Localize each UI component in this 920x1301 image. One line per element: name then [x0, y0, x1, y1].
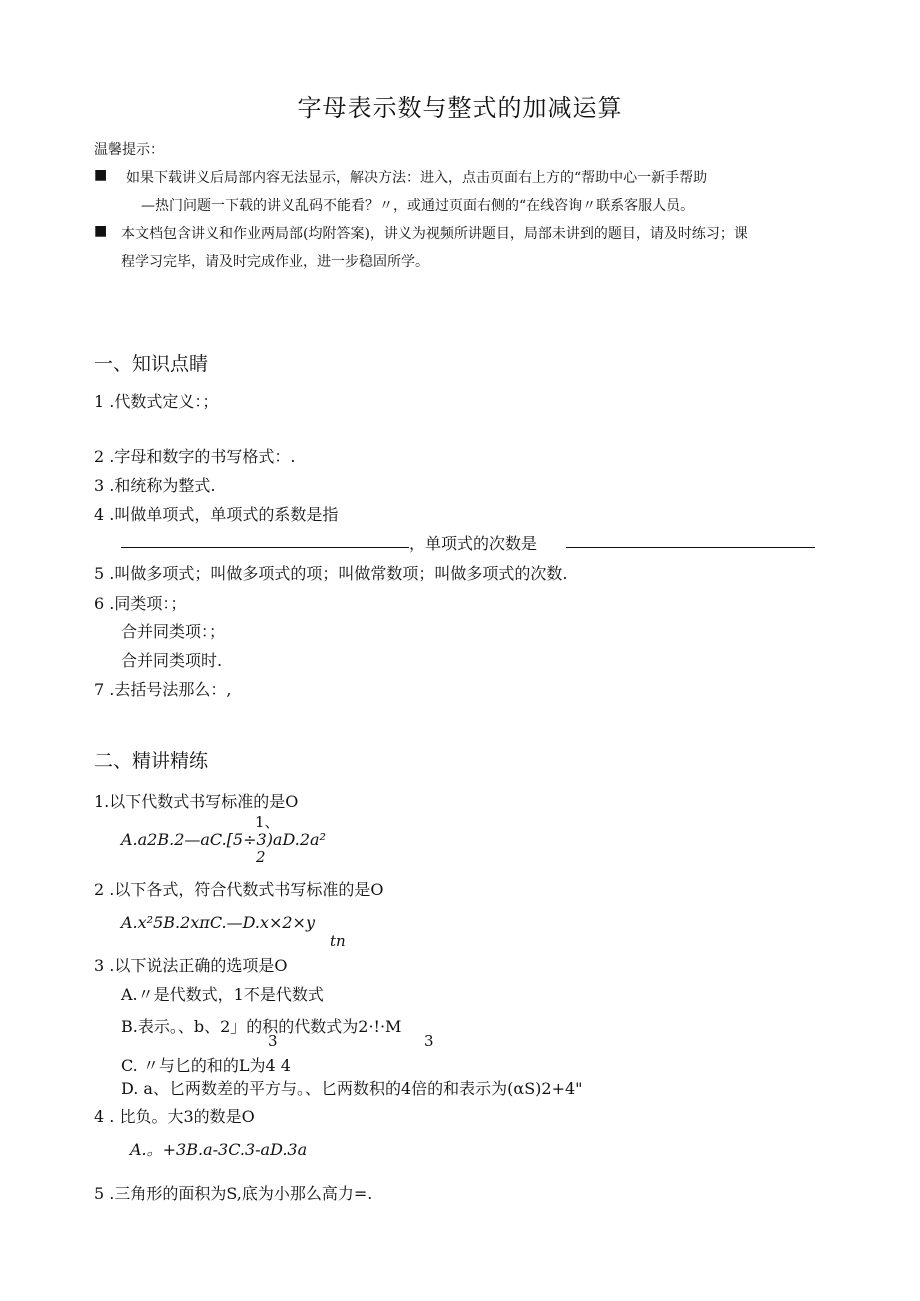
question-1-stem: 1.以下代数式书写标准的是O — [94, 792, 299, 811]
knowledge-item-5: 5 .叫做多项式；叫做多项式的项；叫做常数项；叫做多项式的次数. — [94, 564, 568, 583]
section-1-heading: 一、知识点睛 — [94, 353, 209, 375]
question-3-stem: 3 .以下说法正确的选项是O — [94, 956, 288, 975]
knowledge-item-4: 4 .叫做单项式，单项式的系数是指 — [94, 505, 339, 524]
bullet-icon: ■ — [94, 167, 108, 183]
knowledge-item-2: 2 .字母和数字的书写格式：. — [94, 447, 296, 466]
question-4-stem: 4 . 比负。大3的数是O — [94, 1107, 255, 1126]
question-1-options: A.a2B.2—aC.[5÷3)aD.2a² — [121, 830, 326, 849]
question-3-option-b-subscript: 3 — [268, 1032, 278, 1050]
tip-1-line-1: 如果下载讲义后局部内容无法显示，解决方法：进入，点击页面右上方的“帮助中心一新手帮助 — [126, 170, 708, 186]
knowledge-item-3: 3 .和统称为整式. — [94, 476, 216, 495]
question-3-option-d: D. a、匕两数差的平方与。、匕两数积的4倍的和表示为(αS)2+4" — [121, 1079, 583, 1098]
question-5-stem: 5 .三角形的面积为S,底为小那么高力=. — [94, 1184, 373, 1203]
knowledge-item-6: 6 .同类项：； — [94, 594, 187, 613]
question-4-options: A.。+3B.a-3C.3-aD.3a — [130, 1140, 308, 1159]
tip-1-line-2: —热门问题一下载的讲义乱码不能看？〃，或通过页面右侧的“在线咨询〃联系客服人员。 — [141, 198, 695, 214]
knowledge-item-7: 7 .去括号法那么：, — [94, 680, 232, 699]
question-3-option-c: C. 〃与匕的和的L为4 4 — [121, 1056, 291, 1075]
tip-2-line-1: 本文档包含讲义和作业两局部(均附答案)，讲义为视频所讲题目，局部未讲到的题目，请及时练习；课 — [121, 226, 748, 242]
question-3-option-b: B.表示。、b、2」的积的代数式为2·!·M — [121, 1017, 402, 1036]
knowledge-item-6-merge: 合并同类项：； — [121, 622, 226, 641]
blank-line — [566, 531, 815, 548]
question-1-fraction-denominator: 2 — [256, 848, 266, 866]
knowledge-item-1: 1 .代数式定义：； — [94, 392, 219, 411]
tips-label: 温馨提示： — [94, 142, 164, 158]
question-2-stem: 2 .以下各式，符合代数式书写标准的是O — [94, 880, 384, 899]
knowledge-item-6-merge-when: 合并同类项时. — [121, 651, 223, 670]
question-2-note: tn — [330, 932, 346, 950]
document-title: 字母表示数与整式的加减运算 — [297, 94, 623, 122]
knowledge-item-4-continued: ，单项式的次数是 — [409, 534, 538, 553]
question-2-options: A.x²5B.2xπC.—D.x×2×y — [121, 913, 315, 932]
question-1-fraction-numerator: 1、 — [255, 813, 280, 831]
blank-line — [121, 531, 409, 548]
question-3-option-a: A.〃是代数式，1不是代数式 — [121, 985, 324, 1004]
section-2-heading: 二、精讲精练 — [94, 750, 209, 772]
tip-2-line-2: 程学习完毕，请及时完成作业，进一步稳固所学。 — [121, 254, 429, 270]
question-3-option-b-subscript: 3 — [424, 1032, 434, 1050]
bullet-icon: ■ — [94, 223, 108, 239]
